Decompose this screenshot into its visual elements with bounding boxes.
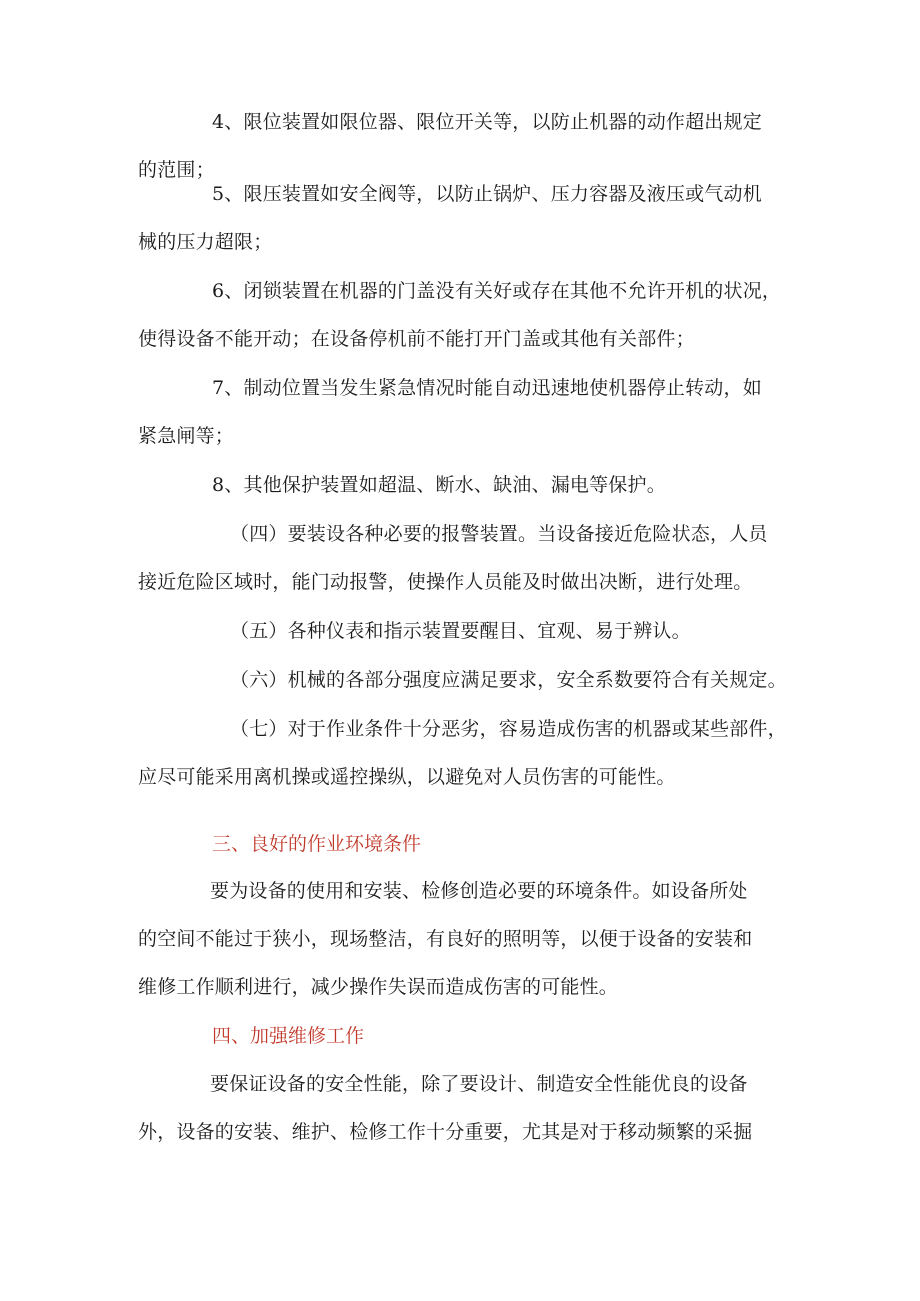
item-7: [138, 364, 784, 460]
item-wu-line-1: （五）各种仪表和指示装置要醒目、宜观、易于辨认。: [230, 620, 691, 642]
item-wu: [138, 607, 784, 655]
item-5-line-1: 5、限压装置如安全阀等，以防止锅炉、压力容器及液压或气动机: [212, 183, 762, 205]
item-6: [138, 267, 784, 363]
item-qi-line-1: （七）对于作业条件十分恶劣，容易造成伤害的机器或某些部件，: [230, 718, 787, 740]
item-qi: [138, 705, 787, 801]
section-3-line-3: 维修工作顺利进行，减少操作失误而造成伤害的可能性。: [138, 976, 619, 998]
item-qi-line-2: 应尽可能采用离机操或遥控操纵，以避免对人员伤害的可能性。: [138, 766, 676, 788]
section-3-line-1: 要为设备的使用和安装、检修创造必要的环境条件。如设备所处: [210, 880, 748, 902]
item-si-line-1: （四）要装设各种必要的报警装置。当设备接近危险状态，人员: [230, 523, 768, 545]
section-4-heading: 四、加强维修工作: [212, 1025, 365, 1047]
item-8-line-1: 8、其他保护装置如超温、断水、缺油、漏电等保护。: [212, 474, 666, 496]
item-6-line-2: 使得设备不能开动；在设备停机前不能打开门盖或其他有关部件；: [138, 328, 695, 350]
section-3-body: [138, 867, 784, 1011]
item-liu: [138, 656, 787, 704]
item-5: [138, 170, 784, 266]
item-si: [138, 510, 784, 606]
section-4-line-2: 外，设备的安装、维护、检修工作十分重要，尤其是对于移动频繁的采掘: [138, 1121, 753, 1143]
item-8: [138, 461, 784, 509]
item-liu-line-1: （六）机械的各部分强度应满足要求，安全系数要符合有关规定。: [230, 669, 787, 691]
section-4-body: [138, 1060, 784, 1156]
section-3-line-2: 的空间不能过于狭小，现场整洁，有良好的照明等，以便于设备的安装和: [138, 928, 753, 950]
item-7-line-2: 紧急闸等；: [138, 425, 235, 447]
item-si-line-2: 接近危险区域时，能门动报警，使操作人员能及时做出决断，进行处理。: [138, 571, 753, 593]
section-3-heading: 三、良好的作业环境条件: [212, 833, 422, 855]
section-4-line-1: 要保证设备的安全性能，除了要设计、制造安全性能优良的设备: [210, 1073, 748, 1095]
item-7-line-1: 7、制动位置当发生紧急情况时能自动迅速地使机器停止转动，如: [212, 377, 762, 399]
item-4-line-2: 的范围；: [138, 159, 215, 181]
item-6-line-1: 6、闭锁装置在机器的门盖没有关好或存在其他不允许开机的状况，: [212, 280, 782, 302]
item-4-line-1: 4、限位装置如限位器、限位开关等，以防止机器的动作超出规定: [212, 111, 762, 133]
item-5-line-2: 械的压力超限；: [138, 231, 273, 253]
